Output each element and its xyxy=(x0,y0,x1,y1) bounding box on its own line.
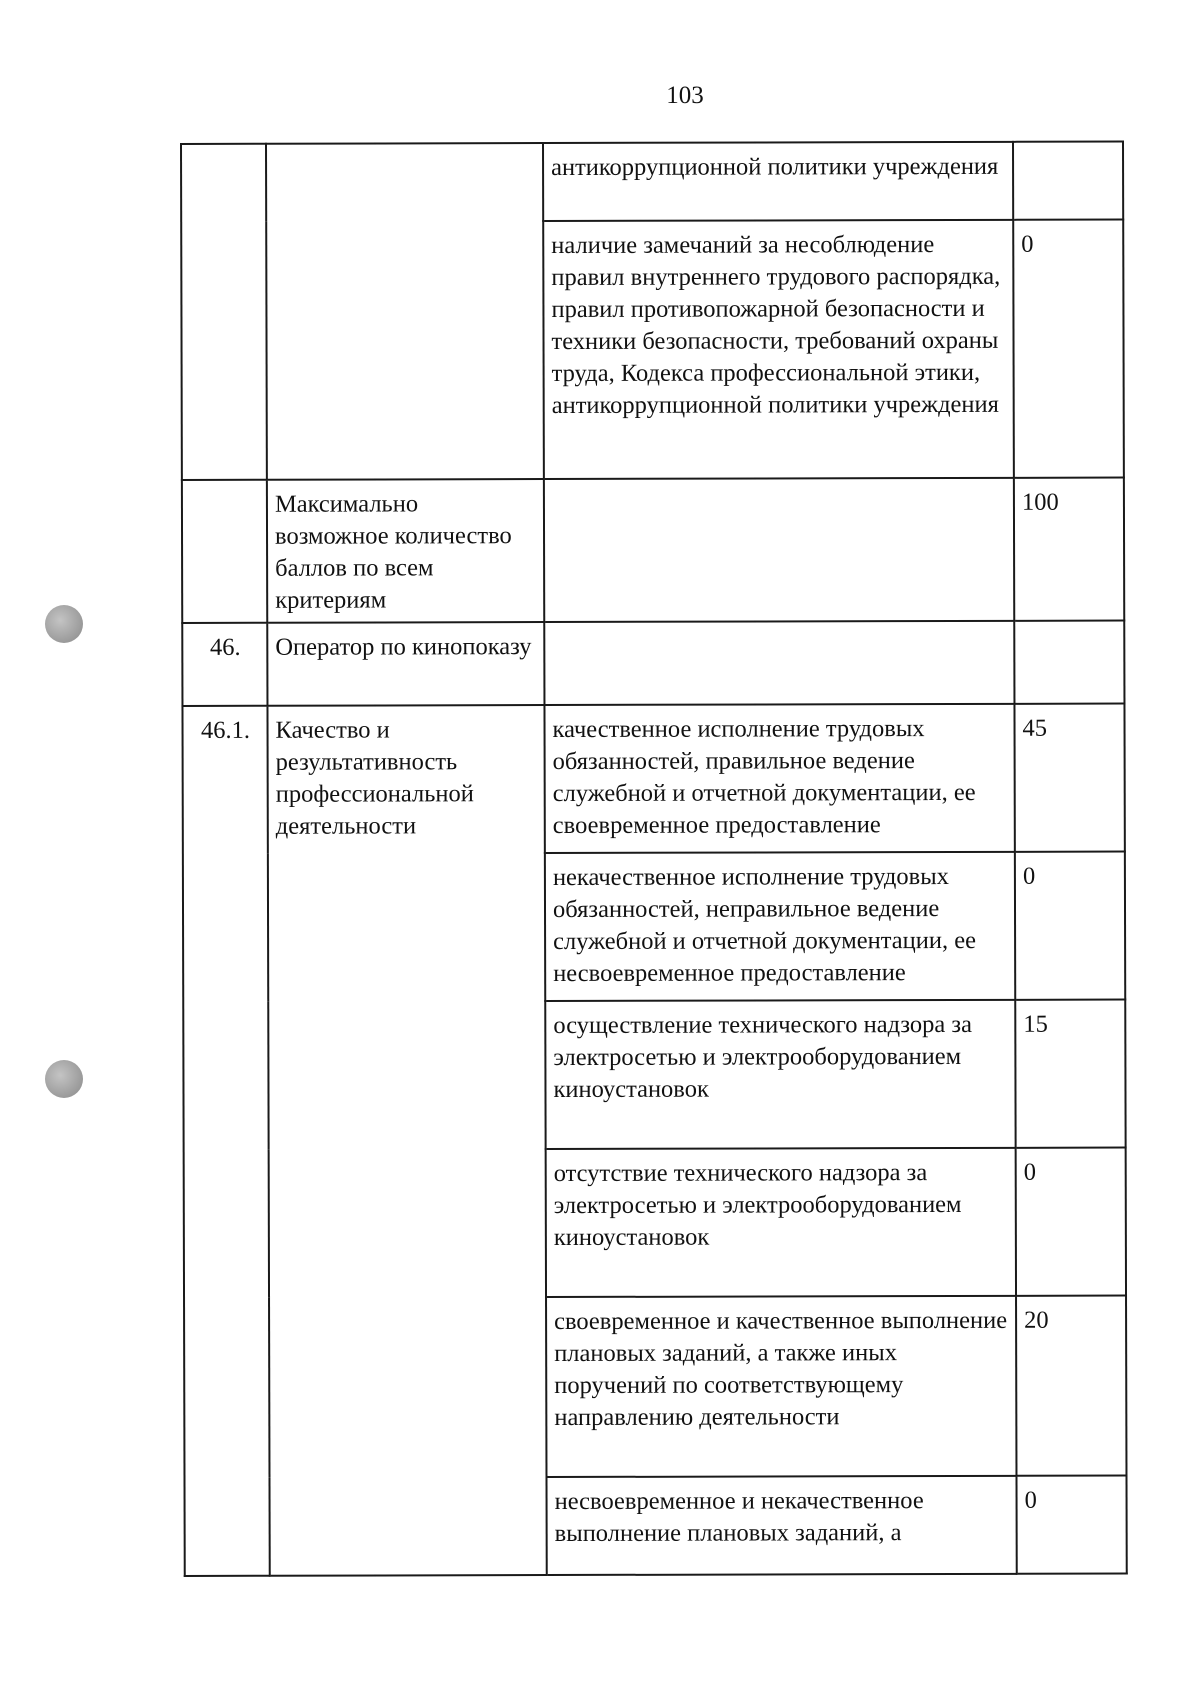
criterion-description xyxy=(544,621,1014,705)
score-value xyxy=(1013,142,1123,220)
criterion-name: Максимально возможное количество баллов по всем критериям xyxy=(267,479,544,623)
criterion-description: своевременное и качественное выполнение плановых заданий, а также иных поручений по соответствующему направлению деятельности xyxy=(546,1296,1016,1477)
criterion-description: отсутствие технического надзора за электросетью и электрооборудованием киноустановок xyxy=(546,1148,1016,1297)
row-number: 46.1. xyxy=(182,706,269,1576)
score-value xyxy=(1014,621,1124,704)
score-value: 0 xyxy=(1015,852,1125,1000)
row-number: 46. xyxy=(182,623,267,706)
score-value: 0 xyxy=(1016,1476,1126,1574)
score-value: 0 xyxy=(1013,220,1124,478)
criteria-table xyxy=(180,141,1128,1577)
binder-hole xyxy=(45,605,83,643)
table-row xyxy=(182,478,1124,623)
score-value: 100 xyxy=(1014,478,1124,621)
criterion-description xyxy=(544,478,1014,622)
row-number-cell xyxy=(181,144,267,480)
criterion-name: Оператор по кинопоказу xyxy=(267,622,544,706)
criterion-description: наличие замечаний за несоблюдение правил внутреннего трудового распорядка, правил противопожарной безопасности и техники безопасности, требований охраны труда, Кодекса профессиональной этики, антикоррупционной политики учреждения xyxy=(543,220,1014,479)
table-row xyxy=(181,142,1123,222)
criterion-name: Качество и результативность профессиональной деятельности xyxy=(267,705,546,1576)
row-number xyxy=(182,480,267,623)
table-row xyxy=(182,621,1124,706)
score-value: 0 xyxy=(1016,1148,1126,1296)
criterion-description: несвоевременное и некачественное выполнение плановых заданий, а xyxy=(546,1476,1016,1575)
binder-hole xyxy=(45,1060,83,1098)
criterion-description: некачественное исполнение трудовых обязанностей, неправильное ведение служебной и отчетной документации, ее несвоевременное предоставление xyxy=(545,852,1015,1001)
score-value: 15 xyxy=(1015,1000,1125,1148)
score-value: 45 xyxy=(1014,704,1124,852)
score-value: 20 xyxy=(1016,1296,1126,1476)
criterion-description: качественное исполнение трудовых обязанностей, правильное ведение служебной и отчетной документации, ее своевременное предоставление xyxy=(544,704,1014,853)
criterion-name-cell xyxy=(266,143,544,480)
criterion-description: осуществление технического надзора за электросетью и электрооборудованием киноустановок xyxy=(545,1000,1015,1149)
criterion-description: антикоррупционной политики учреждения xyxy=(543,142,1013,221)
page-number: 103 xyxy=(666,82,704,109)
table-row xyxy=(182,704,1124,854)
